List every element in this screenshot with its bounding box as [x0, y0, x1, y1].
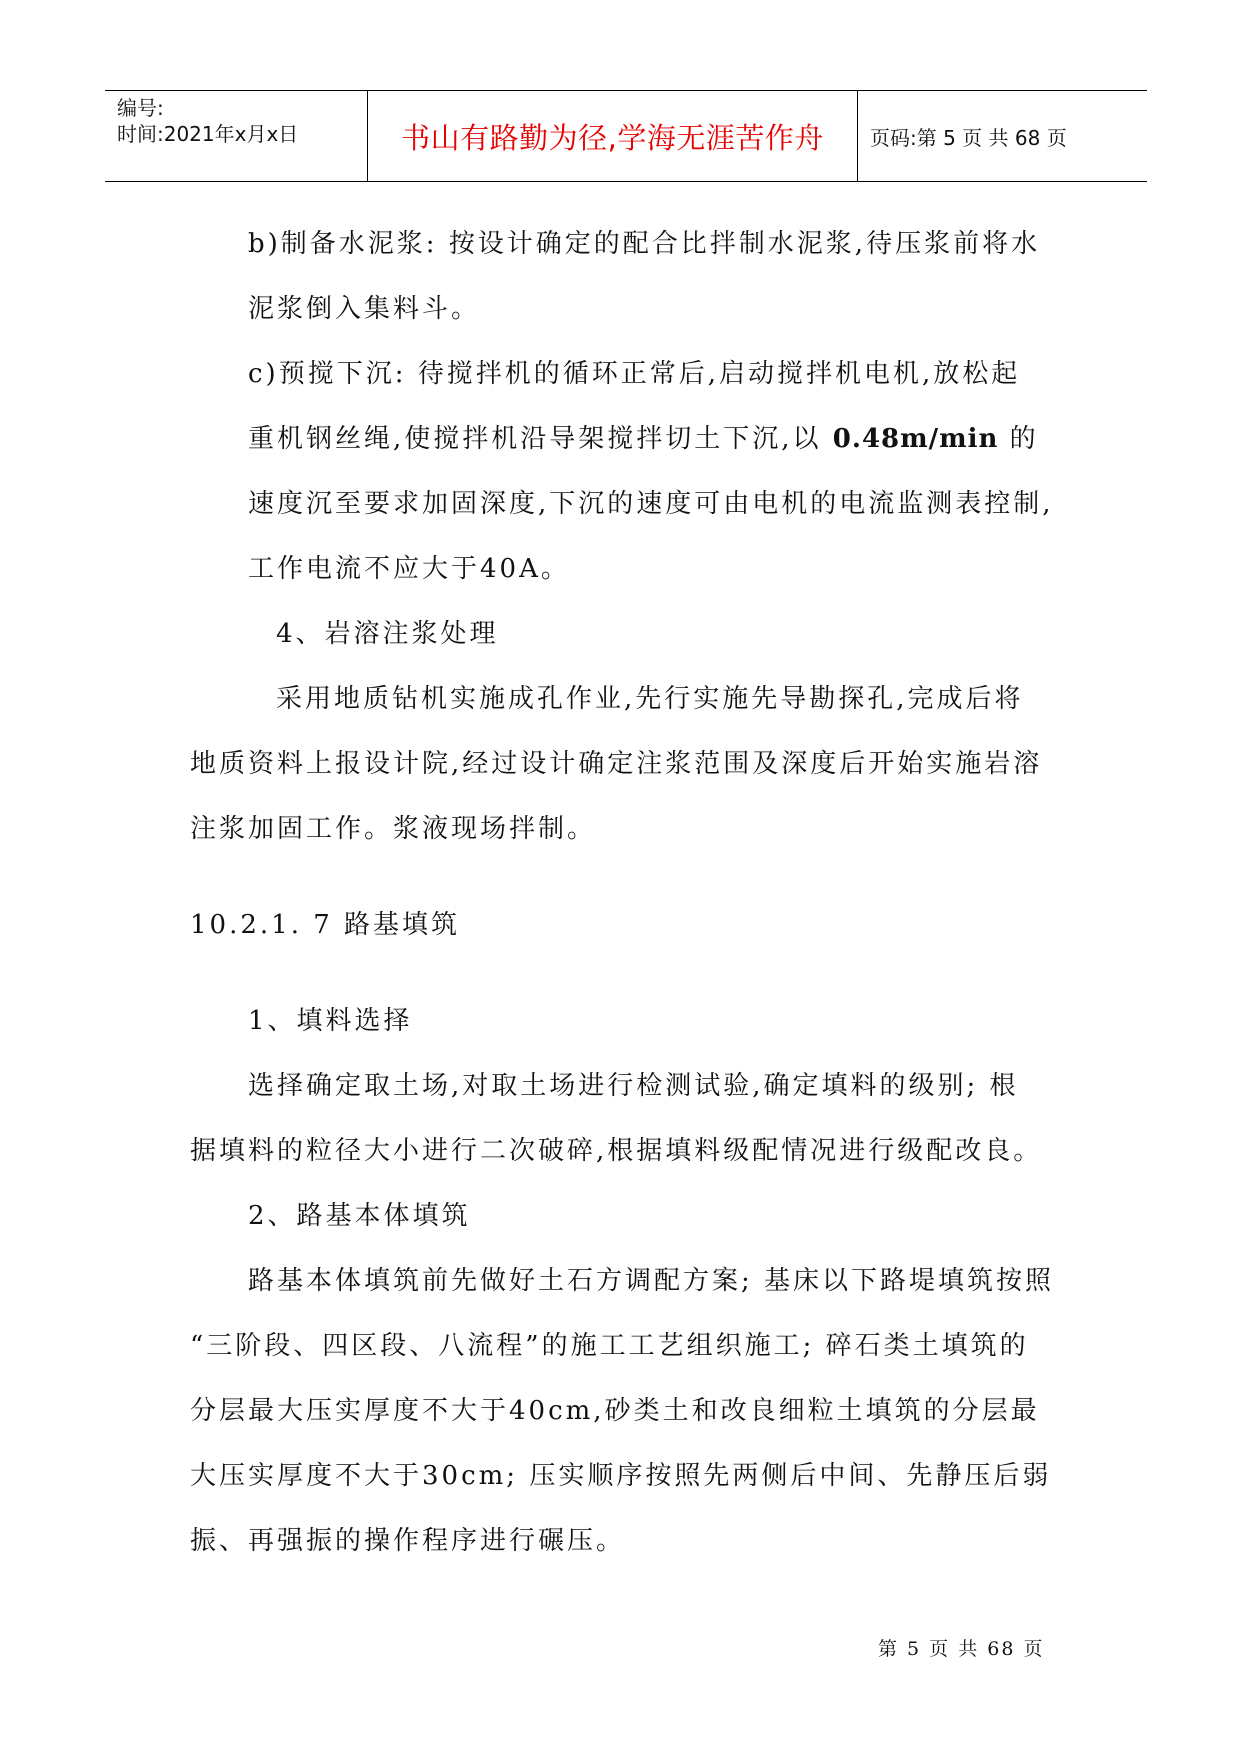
header-meta-cell	[105, 91, 368, 181]
paragraph-line: 据填料的粒径大小进行二次破碎,根据填料级配情况进行级配改良。	[190, 1136, 1043, 1166]
paragraph-line: 地质资料上报设计院,经过设计确定注浆范围及深度后开始实施岩溶	[190, 749, 1043, 779]
paragraph-line: 注浆加固工作。浆液现场拌制。	[190, 814, 597, 844]
section-heading: 4、岩溶注浆处理	[276, 619, 499, 649]
paragraph-line: 振、再强振的操作程序进行碾压。	[190, 1526, 626, 1556]
paragraph-line	[248, 424, 1039, 454]
document-time-label: 时间:2021年x月x日	[117, 122, 299, 146]
paragraph-line: 采用地质钻机实施成孔作业,先行实施先导勘探孔,完成后将	[276, 684, 1024, 714]
paragraph-line: 大压实厚度不大于30cm; 压实顺序按照先两侧后中间、先静压后弱	[190, 1461, 1052, 1491]
paragraph-line: 泥浆倒入集料斗。	[248, 294, 481, 324]
text-span: 重机钢丝绳,使搅拌机沿导架搅拌切土下沉,以	[248, 424, 833, 454]
section-number-heading: 10.2.1. 7 路基填筑	[190, 910, 461, 940]
paragraph-line: “三阶段、四区段、八流程”的施工工艺组织施工; 碎石类土填筑的	[190, 1331, 1029, 1361]
paragraph-line: 路基本体填筑前先做好土石方调配方案; 基床以下路堤填筑按照	[248, 1266, 1055, 1296]
section-heading: 2、路基本体填筑	[248, 1201, 471, 1231]
document-number-label: 编号:	[117, 96, 164, 120]
paragraph-line: 分层最大压实厚度不大于40cm,砂类土和改良细粒土填筑的分层最	[190, 1396, 1040, 1426]
paragraph-line: 选择确定取土场,对取土场进行检测试验,确定填料的级别; 根	[248, 1071, 1019, 1101]
paragraph-line: 速度沉至要求加固深度,下沉的速度可由电机的电流监测表控制,	[248, 489, 1054, 519]
text-span: 的	[998, 424, 1039, 454]
header-motto: 书山有路勤为径,学海无涯苦作舟	[368, 91, 858, 181]
footer-page-number: 第 5 页 共 68 页	[878, 1638, 1045, 1660]
section-heading: 1、填料选择	[248, 1006, 413, 1036]
paragraph-line: 工作电流不应大于40A。	[248, 554, 570, 584]
paragraph-line: b)制备水泥浆: 按设计确定的配合比拌制水泥浆,待压浆前将水	[248, 229, 1041, 259]
header-table	[105, 90, 1147, 182]
speed-value: 0.48m/min	[832, 424, 999, 454]
header-page-info: 页码:第 5 页 共 68 页	[870, 125, 1067, 150]
paragraph-line: c)预搅下沉: 待搅拌机的循环正常后,启动搅拌机电机,放松起	[248, 359, 1021, 389]
